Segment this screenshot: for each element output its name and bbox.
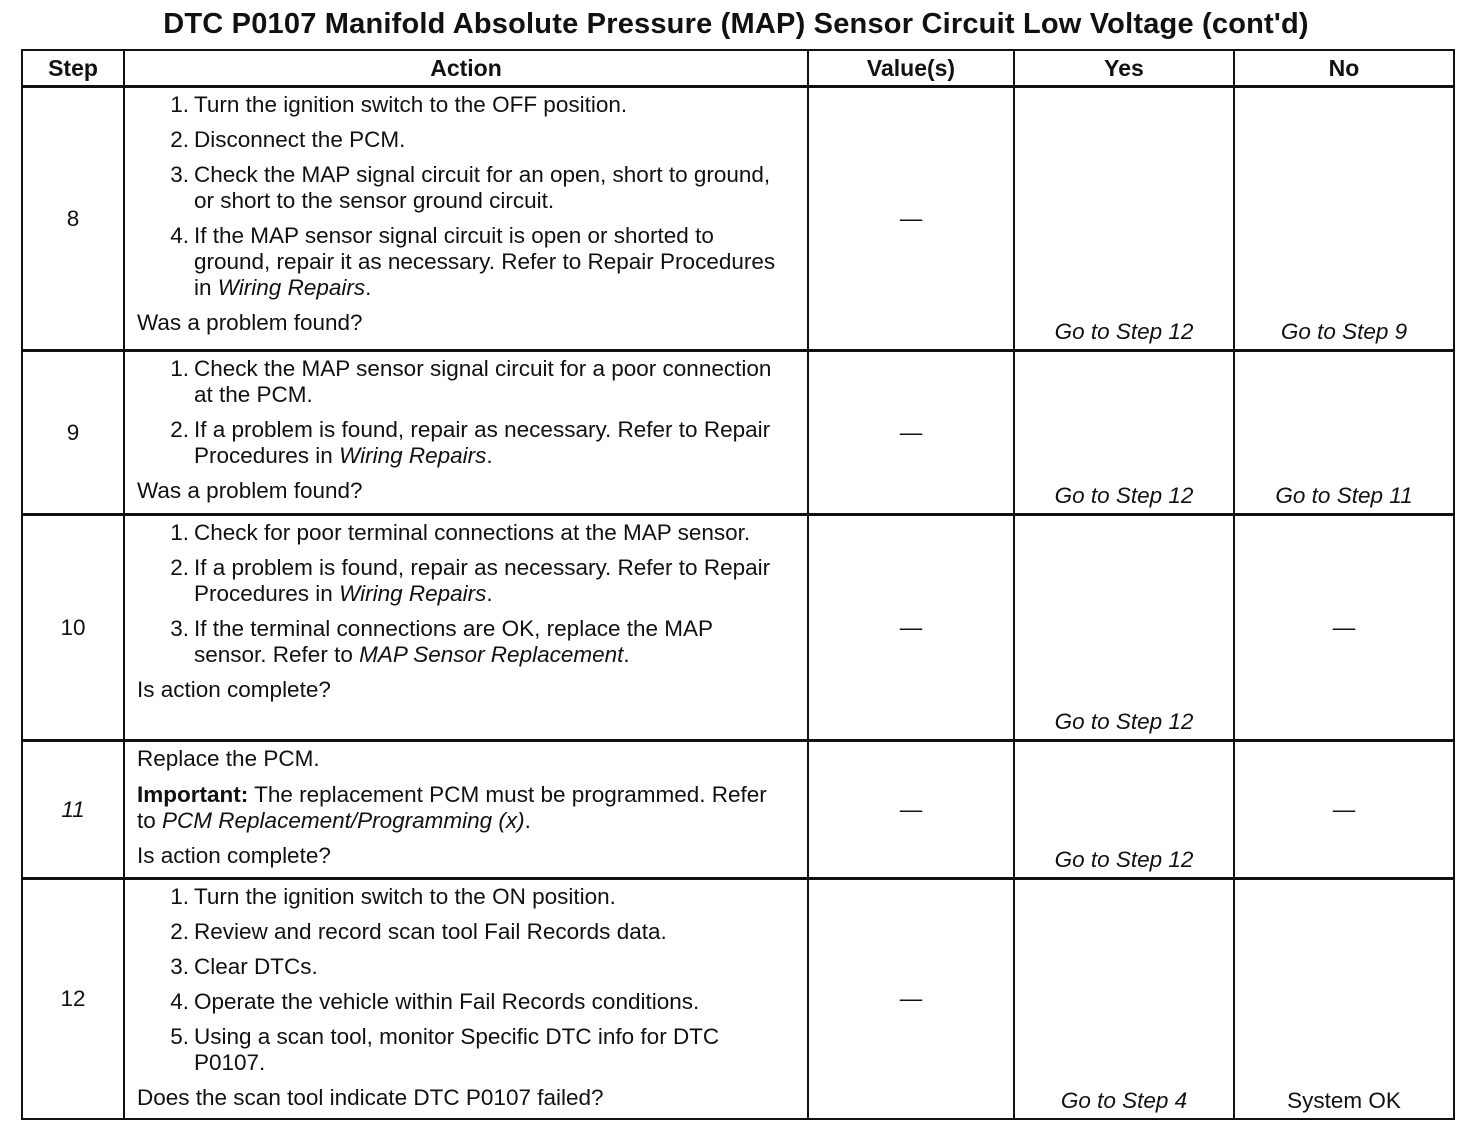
table-row <box>22 87 1454 351</box>
action-cell <box>124 351 808 515</box>
page-title: DTC P0107 Manifold Absolute Pressure (MAP) Sensor Circuit Low Voltage (cont'd) <box>163 8 1309 40</box>
no-action: — <box>1332 796 1356 822</box>
action-item: 3. If the terminal connections are OK, replace the MAP sensor. Refer to MAP Sensor Replacement. <box>170 616 713 667</box>
question: Is action complete? <box>137 677 331 702</box>
no-action: System OK <box>1287 1087 1401 1113</box>
question: Was a problem found? <box>137 478 363 503</box>
no-cell <box>1234 515 1454 741</box>
reference-link: PCM Replacement/Programming (x) <box>162 808 525 833</box>
table-row <box>22 515 1454 741</box>
header-row <box>22 50 1454 87</box>
step-number: 12 <box>22 879 124 1119</box>
reference-link: Wiring Repairs <box>217 275 366 300</box>
action-item: 1. Check for poor terminal connections at the MAP sensor. <box>170 520 751 545</box>
action-item: 2. If a problem is found, repair as necessary. Refer to Repair Procedures in Wiring Repairs. <box>170 555 771 606</box>
diagnostic-table <box>21 49 1455 1120</box>
step-number: 9 <box>22 351 124 515</box>
yes-cell <box>1014 515 1234 741</box>
important-label: Important: <box>137 782 249 807</box>
action-item: 4. If the MAP sensor signal circuit is open or shorted to ground, repair it as necessary. Refer to Repair Procedures in Wiring Repairs. <box>170 223 776 300</box>
no-cell <box>1234 879 1454 1119</box>
header-step: Step <box>22 50 124 87</box>
action-item: 1. Turn the ignition switch to the ON position. <box>170 884 616 909</box>
action-item: 2. If a problem is found, repair as necessary. Refer to Repair Procedures in Wiring Repairs. <box>170 417 771 468</box>
reference-link: MAP Sensor Replacement <box>359 642 624 667</box>
question: Is action complete? <box>137 843 331 868</box>
action-cell <box>124 741 808 879</box>
action-item: 4. Operate the vehicle within Fail Records conditions. <box>170 989 700 1014</box>
yes-action: Go to Step 12 <box>1054 319 1194 344</box>
action-item: 3. Clear DTCs. <box>170 954 318 979</box>
value-cell: — <box>808 741 1014 879</box>
table-row <box>22 879 1454 1119</box>
action-item: 2. Disconnect the PCM. <box>170 127 406 152</box>
yes-cell <box>1014 879 1234 1119</box>
action-item: 3. Check the MAP signal circuit for an open, short to ground, or short to the sensor ground circuit. <box>170 162 771 213</box>
yes-action: Go to Step 4 <box>1060 1087 1188 1113</box>
step-number: 10 <box>22 515 124 741</box>
yes-cell <box>1014 87 1234 351</box>
yes-cell <box>1014 351 1234 515</box>
instruction-text: Replace the PCM. <box>137 746 320 771</box>
yes-cell <box>1014 741 1234 879</box>
action-item: 5. Using a scan tool, monitor Specific DTC info for DTC P0107. <box>170 1024 720 1075</box>
no-action: Go to Step 9 <box>1280 319 1408 344</box>
value-cell: — <box>808 351 1014 515</box>
question: Does the scan tool indicate DTC P0107 failed? <box>137 1085 604 1110</box>
yes-action: Go to Step 12 <box>1054 483 1194 508</box>
yes-action: Go to Step 12 <box>1054 709 1194 734</box>
important-note: Important: The replacement PCM must be programmed. Refer to PCM Replacement/Programming (x). <box>137 782 767 833</box>
header-action: Action <box>124 50 808 87</box>
no-action: Go to Step 11 <box>1275 483 1413 508</box>
action-item: 1. Turn the ignition switch to the OFF position. <box>170 92 628 117</box>
value-cell: — <box>808 879 1014 1119</box>
question: Was a problem found? <box>137 310 363 335</box>
no-cell <box>1234 351 1454 515</box>
header-values: Value(s) <box>808 50 1014 87</box>
header-yes: Yes <box>1014 50 1234 87</box>
step-number: 11 <box>22 741 124 879</box>
no-cell <box>1234 87 1454 351</box>
value-cell: — <box>808 515 1014 741</box>
reference-link: Wiring Repairs <box>339 443 487 468</box>
no-cell <box>1234 741 1454 879</box>
action-item: 2. Review and record scan tool Fail Records data. <box>170 919 667 944</box>
action-cell <box>124 87 808 351</box>
action-cell <box>124 879 808 1119</box>
no-action: — <box>1332 614 1356 640</box>
reference-link: Wiring Repairs <box>339 581 487 606</box>
step-number: 8 <box>22 87 124 351</box>
table-row <box>22 351 1454 515</box>
header-no: No <box>1234 50 1454 87</box>
action-item: 1. Check the MAP sensor signal circuit for a poor connection at the PCM. <box>170 356 772 407</box>
value-cell: — <box>808 87 1014 351</box>
yes-action: Go to Step 12 <box>1054 847 1194 872</box>
action-cell <box>124 515 808 741</box>
table-row <box>22 741 1454 879</box>
